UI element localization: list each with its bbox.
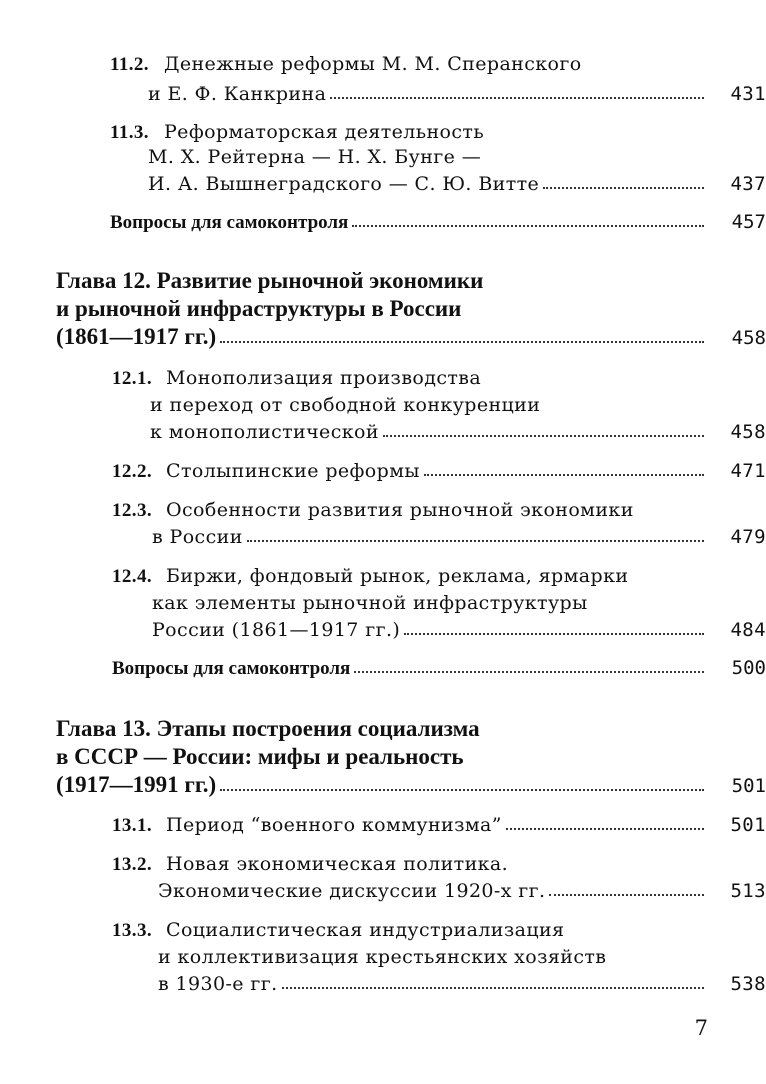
toc-chapter-12-line-3[interactable] [0, 318, 766, 348]
toc-entry-text: как элементы рыночной инфраструктуры [152, 592, 588, 614]
toc-entry-12-1-line-1 [0, 358, 766, 388]
toc-entry-11-3-line-2 [0, 137, 766, 167]
toc-chapter-12-line-1 [0, 262, 766, 292]
folio-page-number: 7 [694, 1016, 708, 1040]
page-number: 479 [730, 526, 766, 548]
chapter-title: в СССР — России: мифы и реальность [56, 744, 464, 769]
toc-entry-13-3-line-2 [0, 937, 766, 967]
toc-entry-text: Новая экономическая политика. [166, 853, 509, 875]
toc-entry-number: 11.2. [110, 54, 149, 75]
toc-entry-12-3-line-2[interactable] [0, 517, 766, 547]
page-number: 458 [730, 421, 766, 443]
leader-dots [424, 474, 704, 476]
chapter-title: Глава 13. Этапы построения социализма [56, 716, 480, 741]
leader-dots [549, 894, 704, 896]
leader-dots [330, 97, 704, 99]
toc-entry-12-2[interactable] [0, 451, 766, 481]
toc-entry-number: 13.3. [112, 920, 152, 941]
toc-entry-12-4-line-2 [0, 583, 766, 613]
chapter-title: и рыночной инфраструктуры в России [56, 296, 462, 321]
leader-dots [220, 789, 704, 791]
page-number: 457 [731, 211, 766, 233]
toc-entry-text: Социалистическая индустриализация [166, 919, 565, 941]
toc-entry-13-3-line-1 [0, 910, 766, 940]
chapter-title: Глава 12. Развитие рыночной экономики [56, 268, 484, 293]
toc-chapter-13-line-1 [0, 710, 766, 740]
toc-entry-text: Реформаторская деятельность [164, 121, 485, 143]
toc-entry-text: Денежные реформы М. М. Сперанского [164, 53, 582, 75]
toc-entry-text: Период “военного коммунизма” [166, 814, 502, 836]
toc-entry-number: 11.3. [110, 122, 149, 143]
toc-entry-12-4-line-1 [0, 556, 766, 586]
leader-dots [354, 671, 704, 673]
toc-entry-text: России (1861—1917 гг.) [152, 619, 401, 641]
toc-entry-text: и переход от свободной конкуренции [150, 394, 541, 416]
toc-entry-number: 12.2. [112, 461, 152, 482]
leader-dots [282, 987, 704, 989]
leader-dots [506, 828, 704, 830]
page-number: 500 [731, 657, 766, 679]
leader-dots [352, 225, 704, 227]
toc-entry-13-2-line-1 [0, 844, 766, 874]
toc-entry-13-2-line-2[interactable] [0, 871, 766, 901]
toc-entry-text: Вопросы для самоконтроля [112, 658, 351, 679]
toc-chapter-13-line-2 [0, 738, 766, 768]
leader-dots [543, 187, 704, 189]
page-number: 501 [731, 775, 766, 797]
toc-entry-number: 12.1. [112, 368, 152, 389]
toc-entry-text: Монополизация производства [166, 367, 482, 389]
toc-entry-11-3-line-3[interactable] [0, 164, 766, 194]
toc-entry-11-2-line-1 [0, 44, 766, 74]
leader-dots [404, 633, 704, 635]
leader-dots [247, 540, 704, 542]
page-number: 437 [730, 173, 766, 195]
toc-entry-text: И. А. Вышнеградского — С. Ю. Витте [148, 173, 540, 195]
leader-dots [383, 435, 704, 437]
toc-entry-13-3-line-3[interactable] [0, 964, 766, 994]
toc-entry-text: М. Х. Рейтерна — Н. Х. Бунге — [148, 146, 482, 168]
toc-entry-11-2-line-2[interactable] [0, 74, 766, 104]
chapter-title: (1917—1991 гг.) [56, 772, 217, 797]
chapter-title: (1861—1917 гг.) [56, 324, 217, 349]
toc-entry-number: 12.3. [112, 500, 152, 521]
page-number: 484 [730, 619, 766, 641]
page-number: 458 [731, 327, 766, 349]
page-number: 431 [730, 83, 766, 105]
toc-entry-number: 12.4. [112, 566, 152, 587]
toc-entry-text: Биржи, фондовый рынок, реклама, ярмарки [166, 565, 629, 587]
toc-entry-12-1-line-2 [0, 385, 766, 415]
toc-entry-12-1-line-3[interactable] [0, 412, 766, 442]
toc-entry-text: в 1930-е гг. [158, 973, 278, 995]
toc-entry-number: 13.1. [112, 815, 152, 836]
toc-entry-text: в России [152, 526, 243, 548]
page-number: 501 [730, 814, 766, 836]
toc-chapter-13-line-3[interactable] [0, 766, 766, 796]
toc-entry-text: Вопросы для самоконтроля [110, 212, 349, 233]
toc-chapter-12-line-2 [0, 290, 766, 320]
toc-entry-text: Особенности развития рыночной экономики [166, 499, 634, 521]
toc-entry-12-3-line-1 [0, 490, 766, 520]
toc-entry-text: и Е. Ф. Канкрина [148, 83, 327, 105]
toc-entry-12-4-line-3[interactable] [0, 610, 766, 640]
page-number: 513 [730, 880, 766, 902]
toc-entry-text: к монополистической [150, 421, 379, 443]
leader-dots [220, 341, 704, 343]
toc-entry-number: 13.2. [112, 854, 152, 875]
page-number: 538 [730, 973, 766, 995]
toc-entry-13-1[interactable] [0, 805, 766, 835]
toc-questions-11[interactable] [0, 202, 766, 232]
toc-entry-text: и коллективизация крестьянских хозяйств [158, 946, 607, 968]
toc-entry-text: Экономические дискуссии 1920-х гг. [158, 880, 546, 902]
toc-questions-12[interactable] [0, 648, 766, 678]
toc-entry-text: Столыпинские реформы [166, 460, 420, 482]
page-number: 471 [730, 460, 766, 482]
